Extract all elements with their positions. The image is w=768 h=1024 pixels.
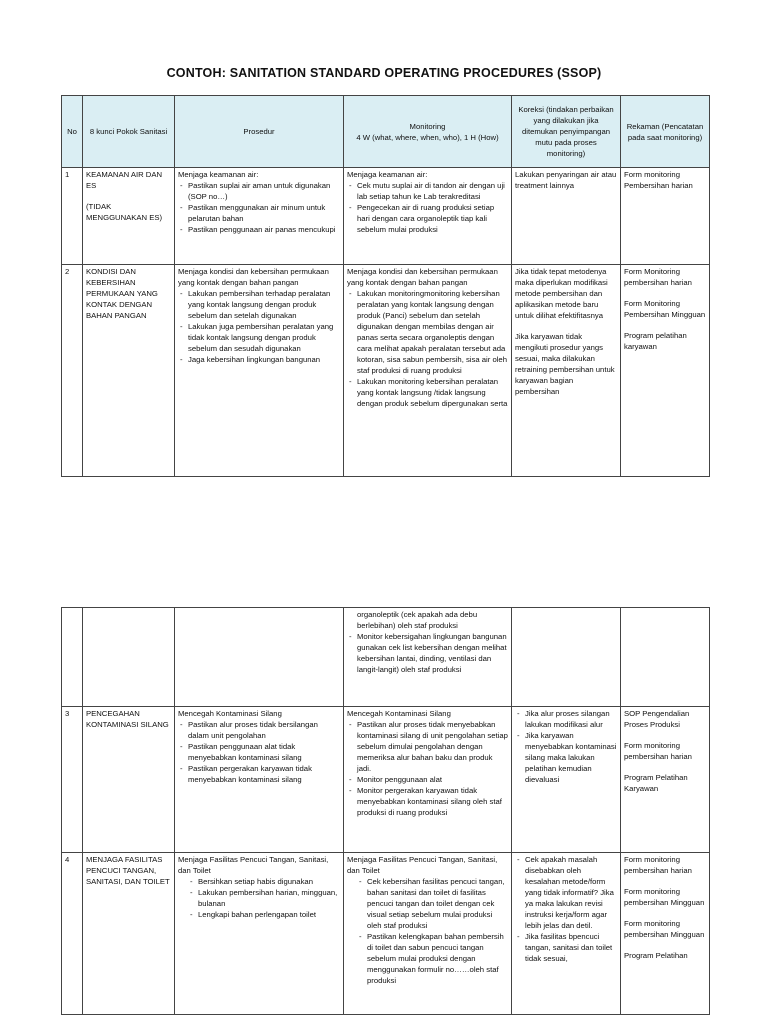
row1-kunci (83, 168, 175, 265)
row4-rekaman-b: Form monitoring pembersihan Mingguan (624, 887, 705, 907)
row1-pro-item: - Pastikan suplai air aman untuk digunakan (SOP no…) (178, 180, 340, 202)
row3-mon-item: - Monitor pergerakan karyawan tidak menyebabkan kontaminasi silang oleh staf produksi di ruang produksi (347, 785, 508, 818)
row2-rekaman-c: Program pelatihan karyawan (624, 331, 687, 351)
row1-monitoring (344, 168, 512, 265)
row3-mon-item: - Pastikan alur proses tidak menyebabkan kontaminasi silang di unit pengolahan setiap sebelum dimulai pengolahan dengan memeriksa alur bahan baku dan produk jadi. (347, 719, 508, 774)
row2-mon-intro: Menjaga kondisi dan kebersihan permukaan yang kontak dengan bahan pangan (347, 267, 498, 287)
header-monitoring-sub: 4 W (what, where, when, who), 1 H (How) (356, 132, 499, 142)
row4-mon-intro: Menjaga Fasilitas Pencuci Tangan, Sanitasi, dan Toilet (347, 855, 498, 875)
row2-pro-item: - Jaga kebersihan lingkungan bangunan (178, 354, 340, 365)
cont-mon-item: - Monitor kebersigahan lingkungan bangunan gunakan cek list kebersihan dengan melihat kebersihan lantai, dinding, ventilasi dan langit-langit) oleh staf produksi (347, 631, 508, 675)
table-row-2 (62, 265, 710, 477)
row4-kor-item: - Cek apakah masalah disebabkan oleh kesalahan metode/form yang tidak informatif? Jika ya maka lakukan revisi instruksi kerja/form agar lebih jelas dan detil. (515, 854, 617, 931)
row1-mon-item: - Cek mutu suplai air di tandon air dengan uji lab setiap tahun ke Lab terakreditasi (347, 180, 508, 202)
row3-no: 3 (62, 707, 83, 853)
header-no: No (62, 96, 83, 168)
row4-rekaman-d: Program Pelatihan (624, 951, 688, 960)
row3-rekaman (621, 707, 710, 853)
row3-pro-item: - Pastikan pergerakan karyawan tidak menyebabkan kontaminasi silang (178, 763, 340, 785)
ssop-table-page-1 (61, 95, 710, 477)
row3-rekaman-b: Form monitoring pembersihan harian (624, 741, 692, 761)
table-row-3 (62, 707, 710, 853)
header-kunci: 8 kunci Pokok Sanitasi (83, 96, 175, 168)
row2-kunci: KONDISI DAN KEBERSIHAN PERMUKAAN YANG KONTAK DENGAN BAHAN PANGAN (83, 265, 175, 477)
row4-rekaman-a: Form monitoring pembersihan harian (624, 855, 692, 875)
row2-pro-intro: Menjaga kondisi dan kebersihan permukaan yang kontak dengan bahan pangan (178, 267, 329, 287)
row4-mon-item: - Cek kebersihan fasilitas pencuci tangan, bahan sanitasi dan toilet di fasilitas pencuci tangan dan toilet dengan cek visual setiap sebelum mulai produksi oleh staf produksi (347, 876, 508, 931)
row4-kor-item: - Jika fasilitas bpencuci tangan, sanitasi dan toilet tidak sesuai, (515, 931, 617, 964)
row3-koreksi (512, 707, 621, 853)
row4-pro-intro: Menjaga Fasilitas Pencuci Tangan, Sanitasi, dan Toilet (178, 855, 329, 875)
row4-mon-list (347, 876, 508, 986)
row2-monitoring (344, 265, 512, 477)
row2-mon-item: - Lakukan monitoringmonitoring kebersihan peralatan yang kontak langsung dengan produk (Panci) sebelum dan setelah digunakan dengan membilas dengan air panas serta secara organoleptis dengan cara melihat apakah peralatan tersebut ada kotoran, sisa sabun pembersih, sisa air oleh staf produksi di ruang produksi (347, 288, 508, 376)
header-prosedur: Prosedur (175, 96, 344, 168)
header-rekaman: Rekaman (Pencatatan pada saat monitoring) (621, 96, 710, 168)
ssop-table-page-2 (61, 607, 710, 1015)
row1-no: 1 (62, 168, 83, 265)
row2-no: 2 (62, 265, 83, 477)
row3-prosedur (175, 707, 344, 853)
row4-prosedur (175, 853, 344, 1015)
row4-pro-item: - Lakukan pembersihan harian, mingguan, bulanan (178, 887, 340, 909)
row2-pro-item: - Lakukan juga pembersihan peralatan yang tidak kontak langsung dengan produk sebelum dan sesudah digunakan (178, 321, 340, 354)
row1-prosedur (175, 168, 344, 265)
row3-kunci: PENCEGAHAN KONTAMINASI SILANG (83, 707, 175, 853)
row3-kor-item: - Jika karyawan menyebabkan kontaminasi silang maka lakukan pelatihan kemudian dievaluasi (515, 730, 617, 785)
row1-kunci-b: (TIDAK MENGGUNAKAN ES) (86, 202, 163, 222)
row3-rekaman-c: Program Pelatihan Karyawan (624, 773, 688, 793)
row2-mon-item: - Lakukan monitoring kebersihan peralatan yang kontak langsung /tidak langsung dengan produk sebelum dipergunakan serta (347, 376, 508, 409)
row3-kor-item: - Jika alur proses silangan lakukan modifikasi alur (515, 708, 617, 730)
row4-monitoring (344, 853, 512, 1015)
row3-rekaman-a: SOP Pengendalian Proses Produksi (624, 709, 690, 729)
row2-rekaman (621, 265, 710, 477)
row1-pro-item: - Pastikan menggunakan air minum untuk pelarutan bahan (178, 202, 340, 224)
row4-kor-list (515, 854, 617, 964)
row1-mon-intro: Menjaga keamanan air: (347, 170, 428, 179)
row1-pro-list (178, 180, 340, 235)
table-row-continued (62, 608, 710, 707)
row2-mon-list (347, 288, 508, 409)
row3-mon-item: - Monitor penggunaan alat (347, 774, 508, 785)
row1-mon-item: - Pengecekan air di ruang produksi setiap hari dengan cara organoleptik tiap kali sebelum mulai produksi (347, 202, 508, 235)
row2-pro-item: - Lakukan pembersihan terhadap peralatan yang kontak langsung dengan produk sebelum dan setelah digunakan (178, 288, 340, 321)
row4-kunci: MENJAGA FASILITAS PENCUCI TANGAN, SANITASI, DAN TOILET (83, 853, 175, 1015)
row4-koreksi (512, 853, 621, 1015)
row1-koreksi: Lakukan penyaringan air atau treatment lainnya (512, 168, 621, 265)
row2-rekaman-b: Form Monitoring Pembersihan Mingguan (624, 299, 706, 319)
row3-monitoring (344, 707, 512, 853)
row3-pro-item: - Pastikan penggunaan alat tidak menyebabkan kontaminasi silang (178, 741, 340, 763)
cont-mon-text: organoleptik (cek apakah ada debu berlebihan) oleh staf produksi (357, 610, 478, 630)
row1-rekaman: Form monitoring Pembersihan harian (621, 168, 710, 265)
row1-kunci-a: KEAMANAN AIR DAN ES (86, 170, 163, 190)
row4-rekaman (621, 853, 710, 1015)
row2-koreksi (512, 265, 621, 477)
table-row-4 (62, 853, 710, 1015)
header-monitoring-title: Monitoring (409, 121, 446, 131)
document-title: CONTOH: SANITATION STANDARD OPERATING PROCEDURES (SSOP) (166, 66, 602, 80)
row2-koreksi-b: Jika karyawan tidak mengikuti prosedur yangs sesuai, maka dilakukan retraining pembersihan untuk karyawan bagian pembersihan (515, 332, 615, 396)
row4-pro-item: - Bersihkan setiap habis digunakan (178, 876, 340, 887)
header-koreksi: Koreksi (tindakan perbaikan yang dilakukan jika ditemukan penyimpangan mutu pada proses monitoring) (512, 96, 621, 168)
row4-no: 4 (62, 853, 83, 1015)
row2-prosedur (175, 265, 344, 477)
row3-pro-item: - Pastikan alur proses tidak bersilangan dalam unit pengolahan (178, 719, 340, 741)
table-header-row (62, 96, 710, 168)
row4-mon-item: - Pastikan kelengkapan bahan pembersih di toilet dan sabun pencuci tangan sebelum mulai produksi dengan menggunakan formulir no……oleh staf produksi (347, 931, 508, 986)
row2-rekaman-a: Form Monitoring pembersihan harian (624, 267, 692, 287)
header-monitoring (344, 96, 512, 168)
row3-mon-list (347, 719, 508, 818)
row3-pro-list (178, 719, 340, 785)
table-row-1 (62, 168, 710, 265)
row1-pro-item: - Pastikan penggunaan air panas mencukupi (178, 224, 340, 235)
row4-pro-item: - Lengkapi bahan perlengapan toilet (178, 909, 340, 920)
row4-pro-list (178, 876, 340, 920)
row3-kor-list (515, 708, 617, 785)
row3-mon-intro: Mencegah Kontaminasi Silang (347, 709, 451, 718)
cont-mon-list (347, 631, 508, 675)
row1-mon-list (347, 180, 508, 235)
row4-rekaman-c: Form monitoring pembersihan Mingguan (624, 919, 705, 939)
row2-pro-list (178, 288, 340, 365)
row3-pro-intro: Mencegah Kontaminasi Silang (178, 709, 282, 718)
cont-monitoring (344, 608, 512, 707)
row1-pro-intro: Menjaga keamanan air: (178, 170, 259, 179)
row2-koreksi-a: Jika tidak tepat metodenya maka diperlukan modifikasi metode pembersihan dan aplikasikan metode baru untuk dilihat efektifitasnya (515, 267, 608, 320)
